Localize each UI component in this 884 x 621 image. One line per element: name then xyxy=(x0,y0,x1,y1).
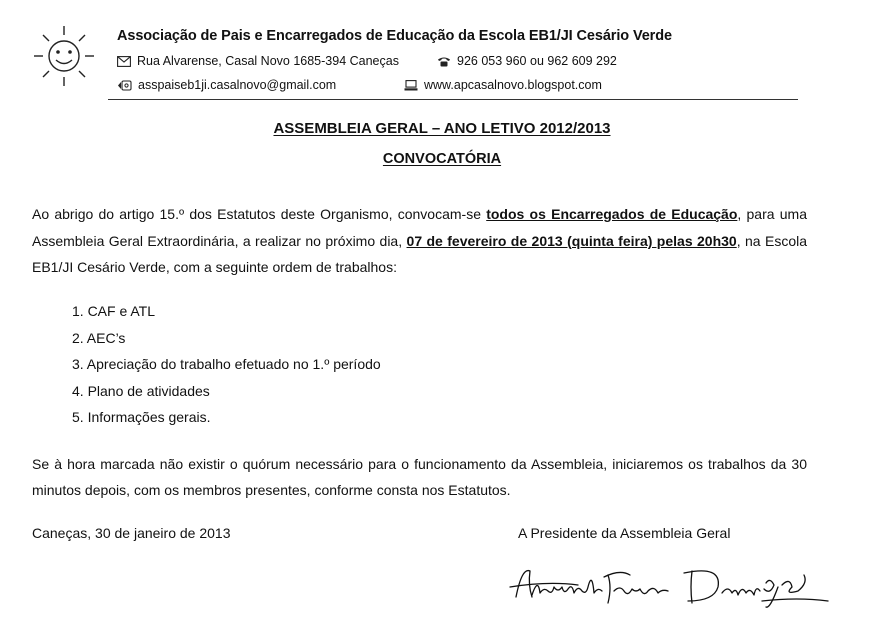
agenda-item: 3. Apreciação do trabalho efetuado no 1.º período xyxy=(72,356,381,372)
quorum-paragraph: Se à hora marcada não existir o quórum necessário para o funcionamento da Assembleia, iniciaremos os trabalhos da 30 minutos depois, com os membros presentes, conforme consta nos Estatutos. xyxy=(32,456,807,498)
telephone-icon xyxy=(437,56,451,67)
address-text: Rua Alvarense, Casal Novo 1685-394 Caneças xyxy=(137,54,399,68)
place-date: Caneças, 30 de janeiro de 2013 xyxy=(32,525,231,541)
header-divider xyxy=(108,99,798,100)
intro-text-2: , para uma Assembleia Geral Extraordinária, a realizar no próximo dia, xyxy=(32,206,807,249)
agenda-item: 5. Informações gerais. xyxy=(72,409,211,425)
intro-text-3: , na Escola EB1/JI Cesário Verde, com a seguinte ordem de trabalhos: xyxy=(32,232,807,275)
agenda-item: 1. CAF e ATL xyxy=(72,303,155,319)
association-name: Associação de Pais e Encarregados de Educação da Escola EB1/JI Cesário Verde xyxy=(117,28,672,44)
signatory-role: A Presidente da Assembleia Geral xyxy=(518,525,731,541)
document-subtitle: CONVOCATÓRIA xyxy=(382,151,502,167)
intro-highlight-date: 07 de fevereiro de 2013 (quinta feira) pelas 20h30 xyxy=(406,232,737,249)
intro-text-1: Ao abrigo do artigo 15.º dos Estatutos deste Organismo, convocam-se xyxy=(32,206,487,222)
intro-highlight-guardians: todos os Encarregados de Educação xyxy=(486,206,738,222)
address-line xyxy=(117,54,399,68)
agenda-list xyxy=(72,301,381,434)
email-line xyxy=(117,78,336,92)
email-icon xyxy=(117,80,132,91)
sun-face-logo xyxy=(28,20,100,92)
website-line xyxy=(404,78,602,92)
phone-text: 926 053 960 ou 962 609 292 xyxy=(457,54,617,68)
agenda-item: 2. AEC’s xyxy=(72,329,126,346)
handwritten-signature xyxy=(508,557,838,617)
website-link[interactable]: www.apcasalnovo.blogspot.com xyxy=(424,78,602,92)
document-title: ASSEMBLEIA GERAL – ANO LETIVO 2012/2013 xyxy=(273,120,611,137)
computer-icon xyxy=(404,80,418,91)
phone-line xyxy=(437,54,617,68)
intro-paragraph xyxy=(32,201,807,281)
email-link[interactable]: asspaiseb1ji.casalnovo@gmail.com xyxy=(138,78,337,92)
envelope-icon xyxy=(117,56,131,67)
agenda-item: 4. Plano de atividades xyxy=(72,382,210,399)
